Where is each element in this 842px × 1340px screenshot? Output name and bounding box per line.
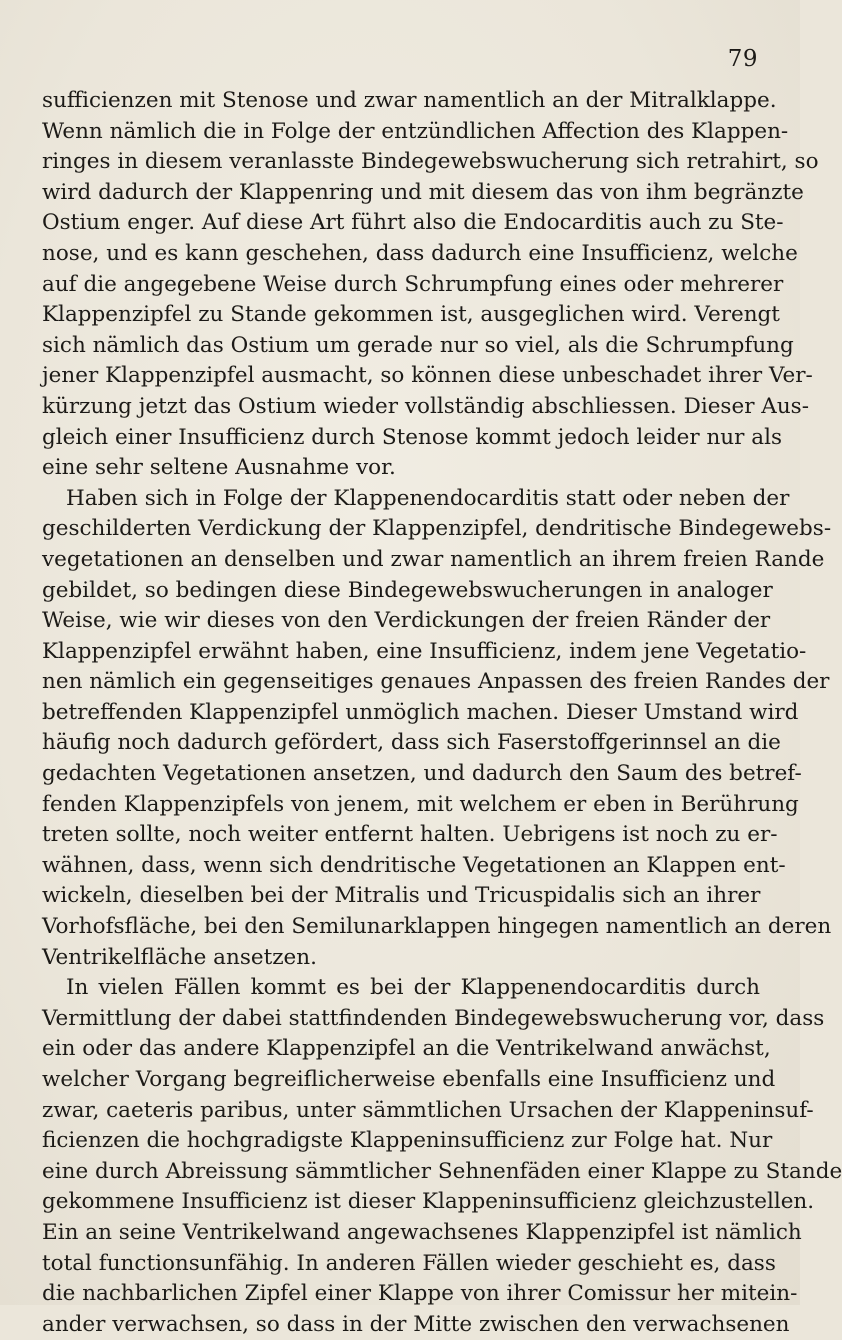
text-line: Ostium enger. Auf diese Art führt also die Endocarditis auch zu Ste- [42,210,784,236]
text-line: jener Klappenzipfel ausmacht, so können diese unbeschadet ihrer Ver- [42,363,813,389]
paragraph-start-line: In vielen Fällen kommt es bei der Klappenendocarditis durch [66,975,760,1001]
text-line: gleich einer Insufficienz durch Stenose kommt jedoch leider nur als [42,424,782,450]
text-line: Ventrikelfläche ansetzen. [42,944,317,970]
paragraph-start-line: Haben sich in Folge der Klappenendocarditis statt oder neben der [66,485,790,511]
text-line: auf die angegebene Weise durch Schrumpfung eines oder mehrerer [42,271,784,297]
text-line: Vorhofsfläche, bei den Semilunarklappen hingegen namentlich an deren [42,914,832,940]
text-line: wird dadurch der Klappenring und mit diesem das von ihm begränzte [42,179,804,205]
text-line: Wenn nämlich die in Folge der entzündlichen Affection des Klappen- [42,118,789,144]
text-line: geschilderten Verdickung der Klappenzipfel, dendritische Bindegewebs- [42,516,832,542]
text-line: nose, und es kann geschehen, dass dadurch eine Insufficienz, welche [42,240,798,266]
text-line: ein oder das andere Klappenzipfel an die Ventrikelwand anwächst, [42,1036,771,1062]
text-line: ringes in diesem veranlasste Bindegewebswucherung sich retrahirt, so [42,149,819,175]
text-line: zwar, caeteris paribus, unter sämmtlichen Ursachen der Klappeninsuf- [42,1097,814,1123]
text-line: gebildet, so bedingen diese Bindegewebswucherungen in analoger [42,577,773,603]
text-line: total functionsunfähig. In anderen Fällen wieder geschieht es, dass [42,1250,776,1276]
text-line: Klappenzipfel zu Stande gekommen ist, ausgeglichen wird. Verengt [42,302,780,328]
text-line: eine sehr seltene Ausnahme vor. [42,455,396,481]
text-line: Klappenzipfel erwähnt haben, eine Insufficienz, indem jene Vegetatio- [42,638,807,664]
text-line: sich nämlich das Ostium um gerade nur so viel, als die Schrumpfung [42,332,794,358]
text-line: die nachbarlichen Zipfel einer Klappe von ihrer Comissur her mitein- [42,1281,798,1307]
text-line: eine durch Abreissung sämmtlicher Sehnenfäden einer Klappe zu Stande [42,1158,842,1184]
text-line: fenden Klappenzipfels von jenem, mit welchem er eben in Berührung [42,791,799,817]
text-line: wickeln, dieselben bei der Mitralis und Tricuspidalis sich an ihrer [42,883,761,909]
text-line: kürzung jetzt das Ostium wieder vollständig abschliessen. Dieser Aus- [42,393,809,419]
text-line: ficienzen die hochgradigste Klappeninsufficienz zur Folge hat. Nur [42,1128,773,1154]
text-line: vegetationen an denselben und zwar namentlich an ihrem freien Rande [42,546,825,572]
text-line: gedachten Vegetationen ansetzen, und dadurch den Saum des betref- [42,761,802,787]
text-line: Ein an seine Ventrikelwand angewachsenes Klappenzipfel ist nämlich [42,1219,802,1245]
text-line: wähnen, dass, wenn sich dendritische Vegetationen an Klappen ent- [42,852,786,878]
text-line: sufficienzen mit Stenose und zwar namentlich an der Mitralklappe. [42,88,777,113]
text-line: gekommene Insufficienz ist dieser Klappeninsufficienz gleichzustellen. [42,1189,815,1215]
text-line: welcher Vorgang begreiflicherweise ebenfalls eine Insufficienz und [42,1067,776,1092]
page-number: 79 [727,46,758,72]
text-line: nen nämlich ein gegenseitiges genaues Anpassen des freien Randes der [42,669,830,695]
text-line: ander verwachsen, so dass in der Mitte zwischen den verwachsenen [42,1311,790,1337]
text-line: Weise, wie wir dieses von den Verdickungen der freien Ränder der [42,608,771,634]
text-line: betreffenden Klappenzipfel unmöglich machen. Dieser Umstand wird [42,699,799,725]
body-text [42,86,842,1340]
text-line: treten sollte, noch weiter entfernt halten. Uebrigens ist noch zu er- [42,822,778,848]
text-line: häufig noch dadurch gefördert, dass sich Faserstoffgerinnsel an die [42,730,781,756]
text-line: Vermittlung der dabei stattfindenden Bindegewebswucherung vor, dass [42,1005,825,1031]
